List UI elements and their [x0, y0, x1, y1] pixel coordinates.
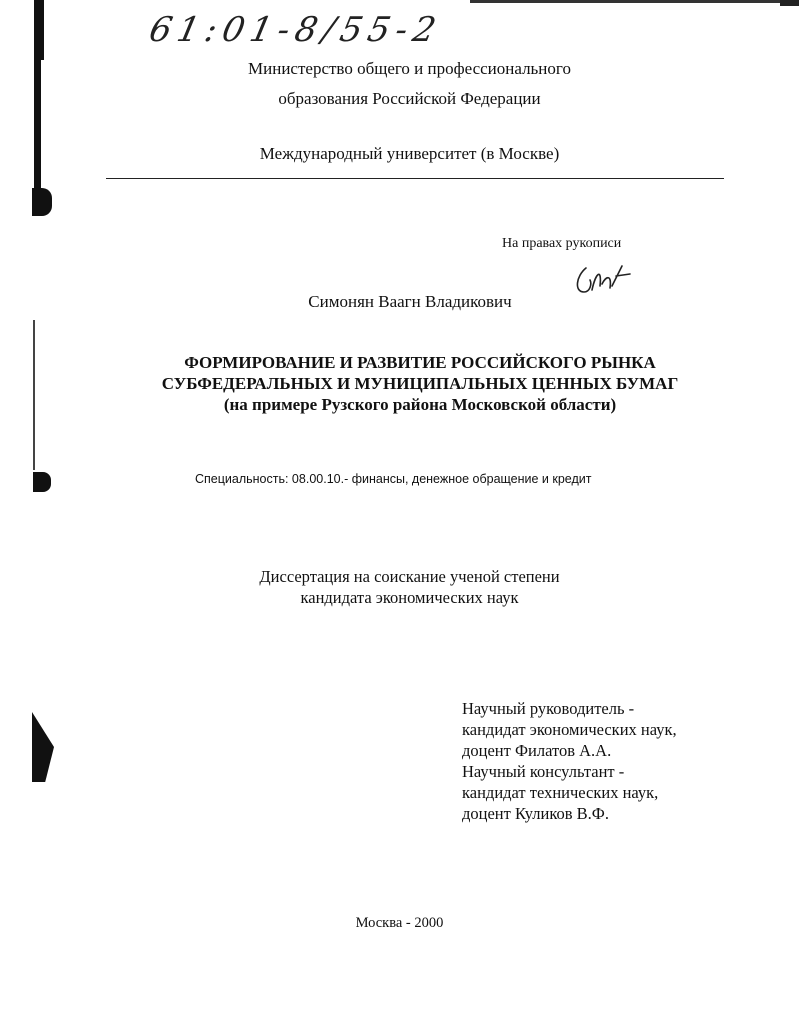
advisor-line: доцент Куликов В.Ф. [462, 804, 609, 823]
title-line-3: (на примере Рузского района Московской области) [223, 395, 617, 414]
specialty-line: Специальность: 08.00.10.- финансы, денежное обращение и кредит [195, 472, 592, 486]
handwritten-archive-code: 61:01-8/55-2 [145, 10, 446, 50]
advisor-line: доцент Филатов А.А. [462, 741, 612, 760]
advisor-line: кандидат экономических наук, [462, 720, 677, 739]
scan-edge-topline [470, 0, 799, 3]
scan-edge-blob [32, 188, 52, 216]
ministry-header [20, 54, 799, 114]
scan-edge-top [34, 0, 44, 60]
advisor-line: Научный руководитель - [462, 699, 635, 718]
university-name: Международный университет (в Москве) [259, 144, 560, 163]
ministry-line-2: образования Российской Федерации [278, 89, 541, 108]
ministry-line-1: Министерство общего и профессионального [248, 59, 571, 78]
scan-edge-triangle [32, 712, 54, 782]
city-year: Москва - 2000 [355, 915, 444, 931]
advisors-block [462, 698, 677, 824]
advisor-line: кандидат технических наук, [462, 783, 659, 802]
dissertation-line-1: Диссертация на соискание ученой степени [259, 567, 560, 586]
scan-edge-tick [33, 472, 51, 492]
thesis-title [20, 352, 799, 415]
header-divider [106, 178, 724, 179]
dissertation-line-2: кандидата экономических наук [300, 588, 519, 607]
scan-corner-mark [780, 0, 799, 6]
title-line-1: ФОРМИРОВАНИЕ И РАЗВИТИЕ РОССИЙСКОГО РЫНКА [184, 353, 656, 372]
advisor-line: Научный консультант - [462, 762, 625, 781]
title-line-2: СУБФЕДЕРАЛЬНЫХ И МУНИЦИПАЛЬНЫХ ЦЕННЫХ БУМАГ [161, 374, 679, 393]
dissertation-statement [20, 566, 799, 608]
author-name: Симонян Ваагн Владикович [308, 292, 512, 311]
rights-note: На правах рукописи [502, 236, 622, 251]
